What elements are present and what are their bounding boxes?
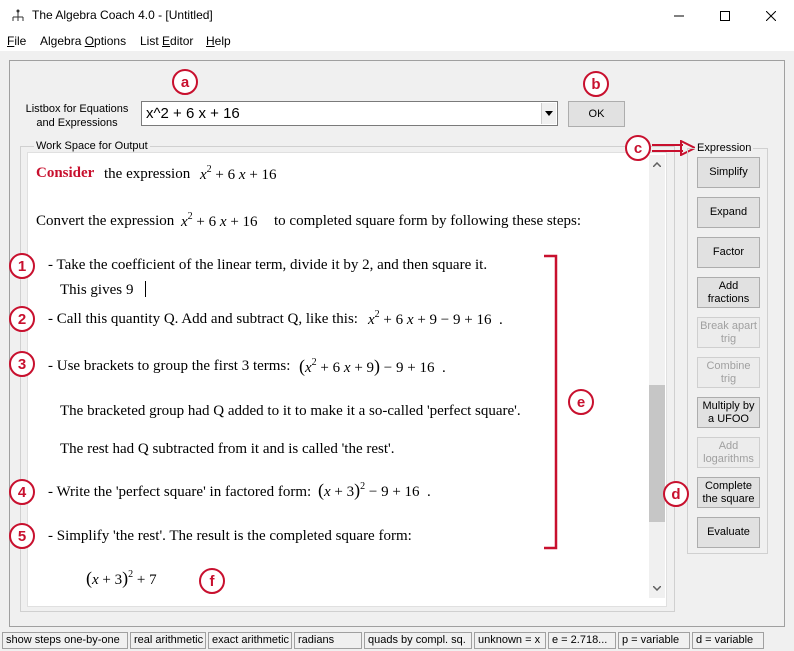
break-apart-trig-button[interactable]: Break apart trig <box>697 317 760 348</box>
combine-trig-button[interactable]: Combine trig <box>697 357 760 388</box>
status-real-arithmetic[interactable]: real arithmetic <box>130 632 206 649</box>
step-1-result-value: 9 <box>126 282 134 298</box>
status-d-variable[interactable]: d = variable <box>692 632 764 649</box>
math-expression: ($x^2 + 6$ x + 9) − 9 + 16 . <box>299 356 446 376</box>
scrollbar-thumb[interactable] <box>649 385 665 522</box>
annotation-f: f <box>199 568 225 594</box>
maximize-icon <box>720 11 730 21</box>
simplify-button[interactable]: Simplify <box>697 157 760 188</box>
math-expression: $(x + 3)^2 - 9 + 16$ . <box>318 480 431 500</box>
chevron-down-icon <box>545 111 553 116</box>
convert-text-end: to completed square form by following these steps: <box>274 213 582 229</box>
minimize-icon <box>674 11 684 21</box>
annotation-step-1: 1 <box>9 253 35 279</box>
annotation-step-3: 3 <box>9 351 35 377</box>
multiply-by-ufoo-button[interactable]: Multiply by a UFOO <box>697 397 760 428</box>
complete-the-square-button[interactable]: Complete the square <box>697 477 760 508</box>
minimize-button[interactable] <box>656 0 702 31</box>
annotation-c: c <box>625 135 651 161</box>
math-expression: $x^2 + 6$ x + 16 <box>200 164 277 183</box>
add-logarithms-button[interactable]: Add logarithms <box>697 437 760 468</box>
consider-text: the expression <box>104 166 191 182</box>
step-3-text: - Use brackets to group the first 3 terms: <box>48 358 291 374</box>
math-result: $(x + 3)^2 + 7$ <box>86 568 157 588</box>
step-1-text: - Take the coefficient of the linear term, divide it by 2, and then square it. <box>48 257 488 273</box>
annotation-step-4: 4 <box>9 479 35 505</box>
workspace-label: Work Space for Output <box>36 140 148 152</box>
listbox-label: Listbox for Equations and Expressions <box>25 103 129 129</box>
status-e-value[interactable]: e = 2.718... <box>548 632 616 649</box>
expand-button[interactable]: Expand <box>697 197 760 228</box>
menu-file[interactable]: File <box>7 34 27 48</box>
equation-combobox-value: x^2 + 6 x + 16 <box>146 105 240 122</box>
equation-combobox[interactable] <box>141 101 558 126</box>
window-title: The Algebra Coach 4.0 - [Untitled] <box>32 8 213 22</box>
text-cursor <box>145 281 146 297</box>
step-4-text: - Write the 'perfect square' in factored form: <box>48 484 312 500</box>
convert-text-start: Convert the expression <box>36 213 175 229</box>
maximize-button[interactable] <box>702 0 748 31</box>
status-quads[interactable]: quads by compl. sq. <box>364 632 472 649</box>
app-icon <box>10 8 26 24</box>
annotation-step-2: 2 <box>9 306 35 332</box>
factor-button[interactable]: Factor <box>697 237 760 268</box>
status-exact-arithmetic[interactable]: exact arithmetic <box>208 632 292 649</box>
math-expression: $x^2 + 6$ x + 16 <box>181 211 258 230</box>
workspace-scrollbar[interactable] <box>649 155 665 598</box>
scroll-up-button[interactable] <box>649 156 665 172</box>
close-button[interactable] <box>748 0 794 31</box>
chevron-up-icon <box>653 162 661 167</box>
annotation-e: e <box>568 389 594 415</box>
annotation-a: a <box>172 69 198 95</box>
scroll-down-button[interactable] <box>649 580 665 596</box>
ok-button[interactable]: OK <box>568 101 625 127</box>
close-icon <box>766 11 776 21</box>
consider-heading: Consider <box>36 165 95 181</box>
note-perfect-square: The bracketed group had Q added to it to make it a so-called 'perfect square'. <box>60 403 521 419</box>
step-2-text: - Call this quantity Q. Add and subtract Q, like this: <box>48 311 358 327</box>
combobox-dropdown-button[interactable] <box>541 103 556 124</box>
expression-group-label: Expression <box>697 142 752 154</box>
menu-help[interactable]: Help <box>206 34 231 48</box>
step-1-result-label: This gives <box>60 282 123 298</box>
menu-algebra-options[interactable]: Algebra Options <box>40 34 127 48</box>
annotation-b: b <box>583 71 609 97</box>
step-5-text: - Simplify 'the rest'. The result is the completed square form: <box>48 528 412 544</box>
annotation-d: d <box>663 481 689 507</box>
note-the-rest: The rest had Q subtracted from it and is called 'the rest'. <box>60 441 395 457</box>
menu-bar <box>0 31 794 51</box>
chevron-down-icon <box>653 586 661 591</box>
math-expression: $x^2 + 6$ x + 9 − 9 + 16 . <box>368 309 503 328</box>
status-unknown[interactable]: unknown = x <box>474 632 546 649</box>
status-radians[interactable]: radians <box>294 632 362 649</box>
bracket-e <box>540 254 560 550</box>
status-p-variable[interactable]: p = variable <box>618 632 690 649</box>
annotation-step-5: 5 <box>9 523 35 549</box>
add-fractions-button[interactable]: Add fractions <box>697 277 760 308</box>
menu-list-editor[interactable]: List Editor <box>140 34 194 48</box>
status-show-steps[interactable]: show steps one-by-one <box>2 632 128 649</box>
evaluate-button[interactable]: Evaluate <box>697 517 760 548</box>
